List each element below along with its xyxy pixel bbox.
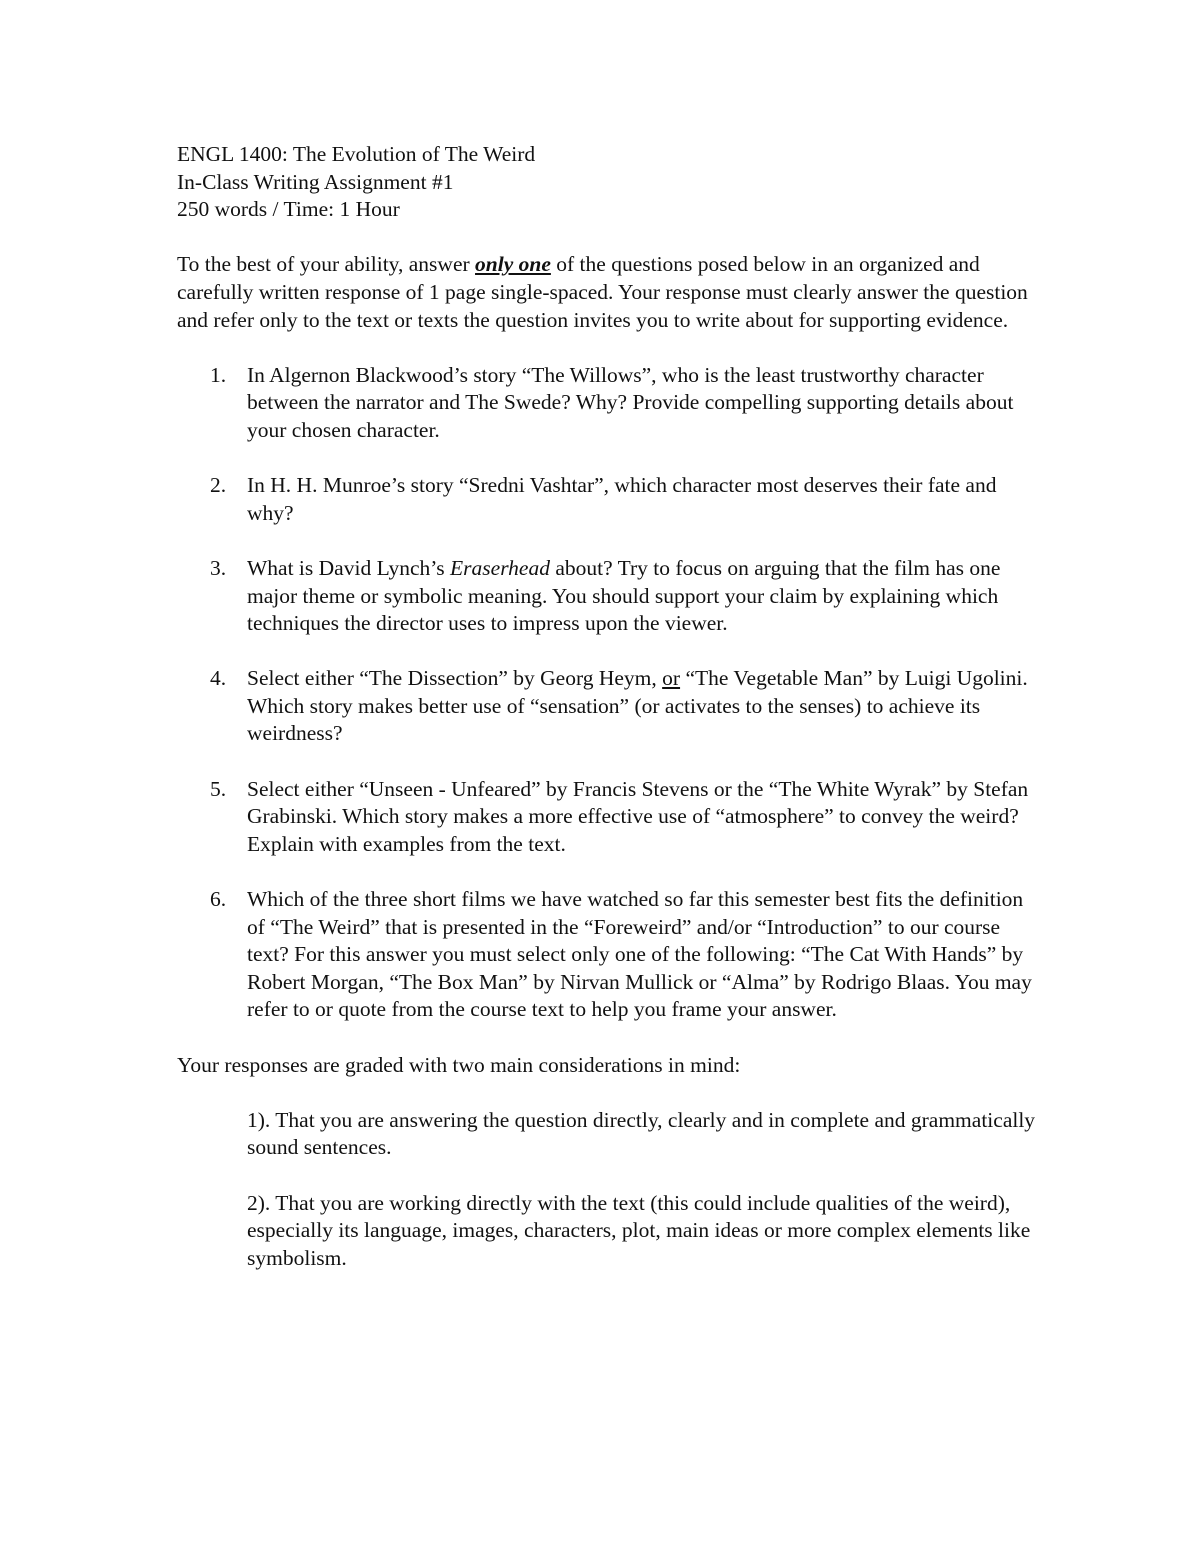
course-title: ENGL 1400: The Evolution of The Weird: [177, 142, 536, 166]
question-item-2: [177, 472, 1037, 527]
instructions-emphasis: only one: [475, 252, 551, 277]
grading-criterion-1: 1). That you are answering the question directly, clearly and in complete and grammatically sound sentences.: [247, 1107, 1036, 1160]
document-page: [177, 141, 1037, 1300]
question-item-5: [177, 776, 1037, 859]
question-item-6: [177, 886, 1037, 1024]
question-number: 2.: [210, 473, 227, 498]
question-number: 4.: [210, 666, 227, 691]
question-number: 5.: [210, 776, 227, 801]
question-emphasis-or: or: [662, 666, 681, 691]
question-text: Select either “Unseen - Unfeared” by Francis Stevens or the “The White Wyrak” by Stefan Grabinski. Which story makes a more effective use of “atmosphere” to convey the weird? Explain with examples from the text.: [247, 776, 1029, 856]
question-text: Which of the three short films we have watched so far this semester best fits the definition of “The Weird” that is presented in the “Foreweird” and/or “Introduction” to our course text? For this answer you must select only one of the following: “The Cat With Hands” by Robert Morgan, “The Box Man” by Nirvan Mullick or “Alma” by Rodrigo Blaas. You may refer to or quote from the course text to help you frame your answer.: [247, 887, 1032, 1022]
question-text: In Algernon Blackwood’s story “The Willows”, who is the least trustworthy character between the narrator and The Swede? Why? Provide compelling supporting details about your chosen character.: [247, 362, 1014, 442]
question-text: In H. H. Munroe’s story “Sredni Vashtar”, which character most deserves their fate and why?: [247, 473, 997, 525]
assignment-constraints: 250 words / Time: 1 Hour: [177, 197, 400, 222]
question-text-before: What is David Lynch’s: [247, 555, 451, 580]
question-list: [177, 362, 1037, 1024]
question-number: 1.: [210, 362, 227, 387]
question-number: 3.: [210, 555, 227, 580]
instructions-text-before: To the best of your ability, answer: [177, 252, 476, 277]
question-item-1: [177, 362, 1037, 445]
question-text-before: Select either “The Dissection” by Georg Heym,: [247, 666, 663, 691]
grading-criterion-2: 2). That you are working directly with the text (this could include qualities of the weird), especially its language, images, characters, plot, main ideas or more complex elements like symbolism.: [247, 1190, 1031, 1270]
question-text-after: “The Vegetable Man” by Luigi Ugolini. Which story makes better use of “sensation” (or activates to the senses) to achieve its weirdness?: [247, 666, 1028, 746]
question-item-4: [177, 665, 1037, 748]
grading-intro: Your responses are graded with two main considerations in mind:: [177, 1052, 741, 1077]
film-title: Eraserhead: [450, 555, 550, 580]
instructions-paragraph: [177, 251, 1037, 334]
question-item-3: [177, 555, 1037, 638]
question-number: 6.: [210, 887, 227, 912]
question-text-after: about? Try to focus on arguing that the film has one major theme or symbolic meaning. You should support your claim by explaining which techniques the director uses to impress upon the viewer.: [247, 555, 1001, 636]
instructions-text-after: of the questions posed below in an organized and carefully written response of 1 page single-spaced. Your response must clearly answer the question and refer only to the text or texts the question invites you to write about for supporting evidence.: [177, 252, 1028, 332]
assignment-title: In-Class Writing Assignment #1: [177, 169, 454, 194]
